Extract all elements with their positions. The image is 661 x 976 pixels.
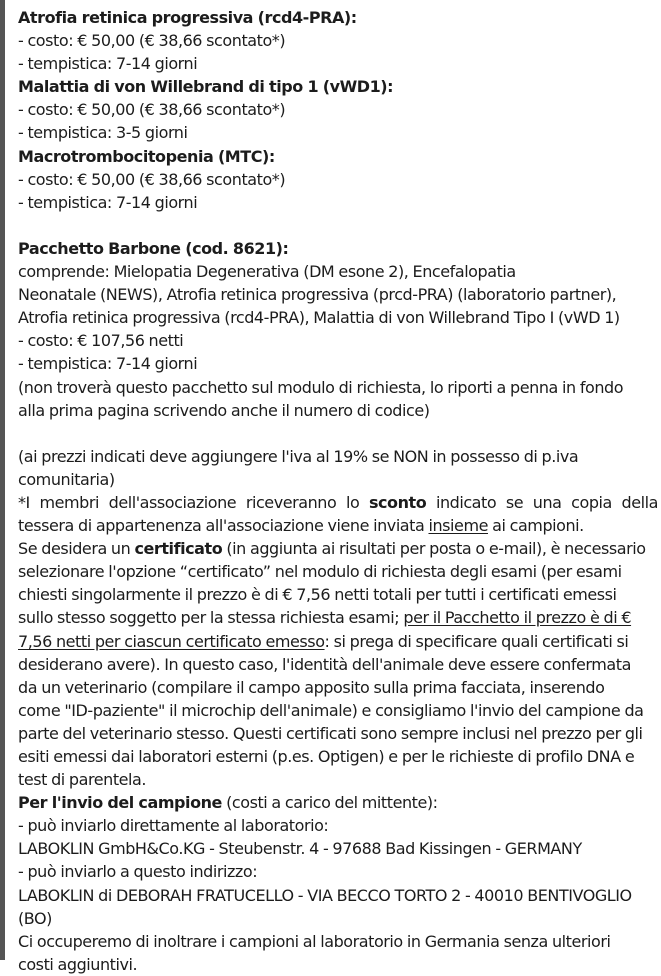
- shipping-address-italy: LABOKLIN di DEBORAH FRATUCELLO - VIA BECCO TORTO 2 - 40010 BENTIVOGLIO: [18, 885, 632, 905]
- certificate-line-5: [18, 630, 658, 653]
- package-note-line: alla prima pagina scrivendo anche il numero di codice): [18, 400, 430, 420]
- shipping-title-rest: (costi a carico del mittente):: [221, 793, 438, 813]
- discount-text: ai campioni.: [487, 516, 584, 536]
- certificate-text: Se desidera un: [18, 539, 135, 559]
- certificate-text: : si prega di specificare quali certificati si: [324, 631, 629, 651]
- paragraph-gap: [18, 422, 658, 445]
- shipping-closing-line: costi aggiuntivi.: [18, 954, 138, 974]
- test-cost-rcd4-pra: - costo: € 50,00 (€ 38,66 scontato*): [18, 31, 286, 51]
- discount-sconto-bold: sconto: [368, 492, 427, 512]
- left-border-rule: [0, 0, 5, 960]
- test-time-vwd1: - tempistica: 3-5 giorni: [18, 123, 188, 143]
- certificate-package-price-underlined: per il Pacchetto il prezzo è di €: [403, 608, 632, 628]
- shipping-option-2: - può inviarlo a questo indirizzo:: [18, 862, 258, 882]
- vat-note-line: (ai prezzi indicati deve aggiungere l'iva al 19% se NON in possesso di p.iva: [18, 446, 579, 466]
- test-title-mtc: Macrotrombocitopenia (MTC):: [18, 146, 275, 166]
- discount-text: indicato se una copia della: [426, 492, 658, 512]
- discount-line-1: [18, 491, 658, 514]
- package-cost: - costo: € 107,56 netti: [18, 331, 184, 351]
- shipping-title-bold: Per l'invio del campione: [18, 793, 222, 813]
- package-note-line: (non troverà questo pacchetto sul modulo di richiesta, lo riporti a penna in fondo: [18, 377, 624, 397]
- certificate-text: (in aggiunta ai risultati per posta o e-mail), è necessario: [222, 539, 646, 559]
- discount-text: *I membri dell'associazione riceveranno lo: [18, 492, 369, 512]
- document-body: [18, 6, 658, 976]
- paragraph-gap: [18, 214, 658, 237]
- certificate-line-4: [18, 606, 658, 629]
- certificate-text: sullo stesso soggetto per la stessa richiesta esami;: [18, 608, 404, 628]
- test-cost-vwd1: - costo: € 50,00 (€ 38,66 scontato*): [18, 100, 286, 120]
- certificate-line: selezionare l'opzione “certificato” nel modulo di richiesta degli esami (per esami: [18, 562, 622, 582]
- package-title: Pacchetto Barbone (cod. 8621):: [18, 238, 289, 258]
- certificate-package-price-underlined: 7,56 netti per ciascun certificato emesso: [18, 631, 325, 651]
- certificate-line: chiesti singolarmente il prezzo è di € 7,56 netti totali per tutti i certificati emessi: [18, 585, 617, 605]
- shipping-address-italy-province: (BO): [18, 908, 52, 928]
- discount-line-2: [18, 514, 658, 537]
- shipping-closing-line: Ci occuperemo di inoltrare i campioni al laboratorio in Germania senza ulteriori: [18, 931, 611, 951]
- test-time-mtc: - tempistica: 7-14 giorni: [18, 192, 198, 212]
- shipping-title: [18, 791, 658, 814]
- discount-text: tessera di appartenenza all'associazione viene inviata: [18, 516, 429, 536]
- test-title-vwd1: Malattia di von Willebrand di tipo 1 (vWD1):: [18, 77, 394, 97]
- test-cost-mtc: - costo: € 50,00 (€ 38,66 scontato*): [18, 169, 286, 189]
- package-time: - tempistica: 7-14 giorni: [18, 354, 198, 374]
- certificate-line: test di parentela.: [18, 770, 147, 790]
- package-includes-line: comprende: Mielopatia Degenerativa (DM esone 2), Encefalopatia: [18, 262, 516, 282]
- certificate-line: da un veterinario (compilare il campo apposito sulla prima facciata, inserendo: [18, 677, 605, 697]
- certificate-line-1: [18, 537, 658, 560]
- discount-insieme-underlined: insieme: [428, 516, 488, 536]
- test-title-rcd4-pra: Atrofia retinica progressiva (rcd4-PRA):: [18, 8, 357, 27]
- test-time-rcd4-pra: - tempistica: 7-14 giorni: [18, 54, 198, 74]
- vat-note-line: comunitaria): [18, 469, 115, 489]
- shipping-option-1: - può inviarlo direttamente al laboratorio:: [18, 816, 329, 836]
- certificate-line: come "ID-paziente" il microchip dell'animale) e consigliamo l'invio del campione da: [18, 700, 644, 720]
- package-includes-line: Atrofia retinica progressiva (rcd4-PRA), Malattia di von Willebrand Tipo I (vWD 1): [18, 308, 620, 328]
- certificate-line: desiderano avere). In questo caso, l'identità dell'animale deve essere confermata: [18, 654, 631, 674]
- certificate-line: esiti emessi dai laboratori esterni (p.es. Optigen) e per le richieste di profilo DNA e: [18, 747, 635, 766]
- certificate-bold: certificato: [134, 539, 223, 559]
- certificate-line: parte del veterinario stesso. Questi certificati sono sempre inclusi nel prezzo per gli: [18, 723, 643, 743]
- shipping-address-germany: LABOKLIN GmbH&Co.KG - Steubenstr. 4 - 97688 Bad Kissingen - GERMANY: [18, 839, 582, 859]
- package-includes-line: Neonatale (NEWS), Atrofia retinica progressiva (prcd-PRA) (laboratorio partner),: [18, 285, 617, 305]
